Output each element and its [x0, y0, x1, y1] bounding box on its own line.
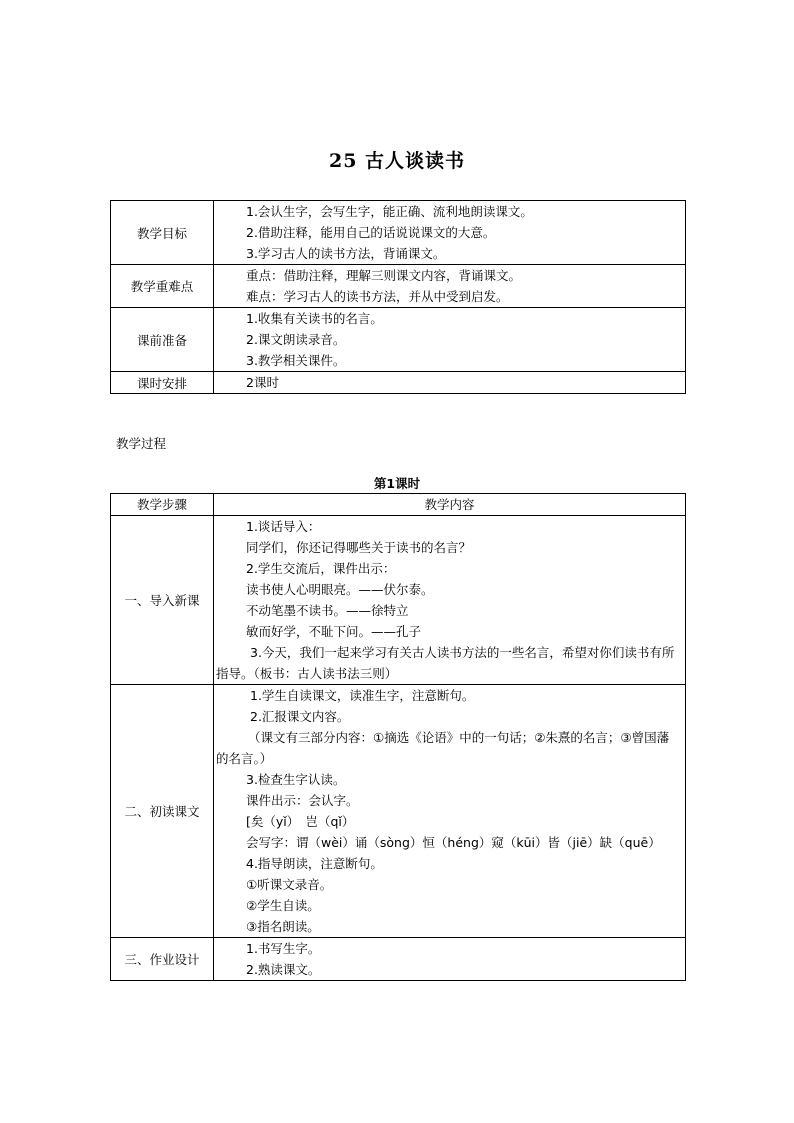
reading-line: ③指名朗读。 — [246, 919, 320, 934]
table-row — [111, 308, 686, 372]
intro-line: 敏而好学，不耻下问。——孔子 — [246, 624, 422, 639]
info-table — [110, 200, 686, 394]
header-step: 教学步骤 — [111, 494, 214, 516]
table-row — [111, 265, 686, 308]
process-table — [110, 493, 686, 981]
reading-line: 4.指导朗读，注意断句。 — [246, 856, 383, 871]
reading-line: 1.学生自读课文，读准生字，注意断句。 — [250, 688, 475, 703]
row-content-preparation — [214, 308, 686, 372]
intro-line: 不动笔墨不读书。——徐特立 — [246, 603, 409, 618]
goal-line: 1.会认生字，会写生字，能正确、流利地朗读课文。 — [246, 204, 533, 219]
homework-line: 2.熟读课文。 — [246, 962, 321, 977]
schedule-line: 2课时 — [246, 375, 279, 390]
row-label-preparation: 课前准备 — [111, 308, 214, 372]
section-content-homework — [214, 938, 686, 981]
header-content: 教学内容 — [214, 494, 686, 516]
intro-line: 2.学生交流后，课件出示： — [246, 561, 396, 576]
preparation-line: 3.教学相关课件。 — [246, 353, 346, 368]
row-content-goals — [214, 201, 686, 265]
table-row — [111, 516, 686, 685]
section-label-intro: 一、导入新课 — [111, 516, 214, 685]
reading-line: ②学生自读。 — [246, 898, 320, 913]
goal-line: 3.学习古人的读书方法，背诵课文。 — [246, 246, 446, 261]
process-heading: 教学过程 — [116, 436, 167, 451]
key-point-line: 难点：学习古人的读书方法，并从中受到启发。 — [246, 289, 509, 304]
reading-line: 课件出示：会认字。 — [246, 793, 359, 808]
homework-line: 1.书写生字。 — [246, 941, 321, 956]
reading-paragraph: （课文有三部分内容：①摘选《论语》中的一句话；②朱熹的名言；③曾国藩的名言。） — [216, 730, 670, 766]
document-title: 25 古人谈读书 — [328, 150, 466, 172]
reading-line: 2.汇报课文内容。 — [250, 709, 350, 724]
section-label-homework: 三、作业设计 — [111, 938, 214, 981]
preparation-line: 2.课文朗读录音。 — [246, 332, 346, 347]
intro-line: 同学们，你还记得哪些关于读书的名言？ — [246, 540, 472, 555]
table-row — [111, 372, 686, 394]
lesson-title: 第1课时 — [373, 476, 421, 491]
reading-line: 3.检查生字认读。 — [246, 772, 346, 787]
row-label-key-points: 教学重难点 — [111, 265, 214, 308]
goal-line: 2.借助注释，能用自己的话说说课文的大意。 — [246, 225, 496, 240]
reading-line: [矣（yǐ） 岂（qǐ） — [246, 814, 355, 829]
preparation-line: 1.收集有关读书的名言。 — [246, 311, 383, 326]
row-content-schedule — [214, 372, 686, 394]
section-content-intro — [214, 516, 686, 685]
key-point-line: 重点：借助注释，理解三则课文内容，背诵课文。 — [246, 268, 522, 283]
table-row — [111, 201, 686, 265]
table-header-row — [111, 494, 686, 516]
section-label-first-reading: 二、初读课文 — [111, 685, 214, 938]
row-content-key-points — [214, 265, 686, 308]
row-label-schedule: 课时安排 — [111, 372, 214, 394]
section-content-first-reading — [214, 685, 686, 938]
row-label-goals: 教学目标 — [111, 201, 214, 265]
intro-line: 读书使人心明眼亮。——伏尔泰。 — [246, 582, 434, 597]
intro-line: 1.谈话导入： — [246, 519, 321, 534]
reading-line: ①听课文录音。 — [246, 877, 333, 892]
table-row — [111, 685, 686, 938]
reading-line: 会写字：谓（wèi）诵（sòng）恒（héng）窥（kūi）皆（jiē）缺（quē） — [246, 835, 661, 850]
intro-paragraph: 3.今天，我们一起来学习有关古人读书方法的一些名言，希望对你们读书有所指导。（板书：古人读书法三则） — [216, 645, 675, 681]
table-row — [111, 938, 686, 981]
